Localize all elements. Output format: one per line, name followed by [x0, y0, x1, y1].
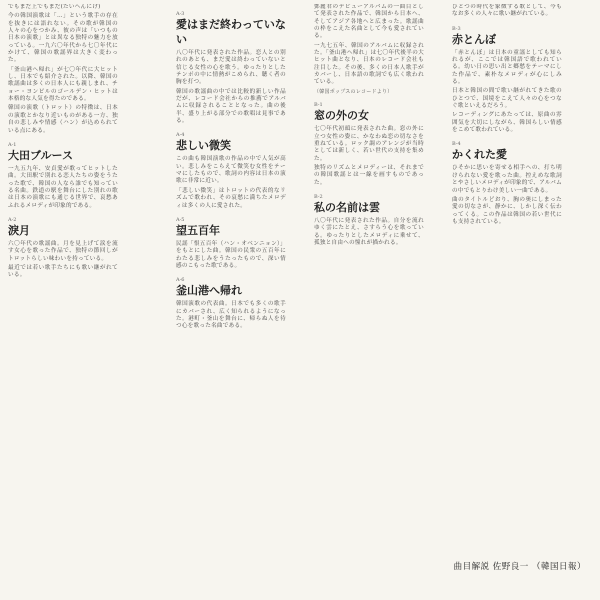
text-column-4 — [452, 4, 562, 566]
section-heading — [176, 217, 286, 238]
section-title: 悲しい微笑 — [176, 139, 231, 153]
body-paragraph: 「赤とんぼ」は日本の童謡としても知られるが、ここでは韓国語で歌われている。幼い日の思い出と郷愁をテーマにした作品で、素朴なメロディが心にしみる。 — [452, 49, 562, 86]
section-number: B-2 — [314, 194, 323, 201]
section-number: A-6 — [176, 277, 185, 284]
section-number: A-3 — [176, 11, 185, 17]
body-paragraph: 今の韓国演歌は「…」という歌手の存在を抜きには語れない。その歌が韓国の人々の心をつかみ、彼の声は「いつもの日本の演歌」とは異なる独特の魅力を放っている。一九六〇年代から七〇年代にかけて、韓国の歌謡界は大きく変わった。 — [8, 13, 118, 64]
body-paragraph: 独特のリズムとメロディーは、それまでの韓国歌謡とは一線を画すものであった。 — [314, 165, 424, 186]
body-paragraph: 一九七五年、韓国のアルバムに収録された。「釜山港へ帰れ」は七〇年代後半の大ヒット曲となり、日本のレコード会社も注目した。その後、多くの日本人歌手がカバーし、日本語の歌詞でも広く歌われている。 — [314, 42, 424, 86]
section-heading — [452, 141, 562, 162]
section-number: A-1 — [8, 141, 17, 148]
section-title: 愛はまだ終わっていない — [176, 18, 286, 46]
section-number: A-5 — [176, 216, 185, 223]
body-paragraph: 韓国の演歌（トロット）の特徴は、日本の演歌とかなり近いものがある一方、独自の悲しみや情感（ハン）が込められている点にある。 — [8, 105, 118, 134]
section-title: 望五百年 — [176, 223, 220, 237]
body-paragraph: 鄧麗君のデビューアルバムの一曲目として発表された作品で、韓国から日本へ、そしてアジア各地へと広まった。歌謡曲の枠をこえた名曲として今も愛されている。 — [314, 4, 424, 40]
body-paragraph: ひとつの時代を象徴する歌として、今もなお多くの人々に歌い継がれている。 — [452, 4, 562, 18]
section-title: 大田ブルース — [8, 148, 74, 162]
body-paragraph: この曲も韓国演歌の作品の中で人気が高い。悲しみをこらえて微笑む女性をテーマにしたもので、歌詞の内容は日本の演歌に非常に近い。 — [176, 156, 286, 185]
text-column-3 — [314, 4, 424, 566]
body-paragraph: 一九五九年、安貞愛が歌ってヒットした曲。大田駅で別れる恋人たちの姿をうたった歌で、韓国の人なら誰でも知っている名曲。鉄道の駅を舞台にした別れの歌は日本の演歌にも通じる世界で、哀愁あふれるメロディが印象的である。 — [8, 165, 118, 209]
section-heading — [176, 11, 286, 47]
body-paragraph: 「釜山港へ帰れ」が七〇年代に大ヒットし、日本でも紹介された。以降、韓国の歌謡曲は多くの日本人にも親しまれ、チョー・ヨンピルのゴールデン・ヒットは本格的な人気を得たのである。 — [8, 66, 118, 103]
body-paragraph: ひそかに思いを寄せる相手への、打ち明けられない愛を歌った曲。控えめな歌詞とやさしいメロディが印象的で、アルバムの中でもとりわけ美しい一曲である。 — [452, 165, 562, 194]
body-paragraph: 「悲しい微笑」はトロットの代表的なリズムで歌われ、その哀愁に満ちたメロディは多くの人に愛された。 — [176, 187, 286, 209]
section-number: A-4 — [176, 132, 185, 139]
body-paragraph: 韓国の歌謡曲の中では比較的新しい作品だが、レコード会社からの推薦でアルバムに収録されることとなった。曲の後半、盛り上がる部分での歌唱は見事である。 — [176, 88, 286, 125]
body-paragraph: レコーディングにあたっては、原曲の雰囲気を大切にしながら、韓国らしい情感をこめて歌われている。 — [452, 112, 562, 134]
body-paragraph: でもまだ上でもまだ(たいへんにげ) — [8, 4, 101, 10]
credit-line: 曲目解説 佐野良一 （韓国日報） — [453, 562, 586, 572]
footnote: （韓国ポップスのレコードより） — [314, 88, 393, 95]
body-paragraph: 日本と韓国の間で歌い継がれてきた歌のひとつで、国境をこえて人々の心をつなぐ歌といえるだろう。 — [452, 88, 562, 110]
section-heading — [8, 217, 118, 238]
section-heading — [8, 142, 118, 163]
section-title: 窓の外の女 — [314, 109, 369, 123]
section-heading — [176, 277, 286, 298]
section-number: B-1 — [314, 102, 323, 109]
body-paragraph: 最近では若い歌手たちにも歌い継がれている。 — [8, 264, 118, 279]
body-paragraph: 七〇年代初頭に発表された曲。窓の外に立つ女性の姿に、かなわぬ恋の切なさを重ねている。ロック調のアレンジが当時としては新しく、若い世代の支持を集めた。 — [314, 126, 424, 162]
section-heading — [176, 132, 286, 153]
section-number: A-2 — [8, 216, 17, 223]
body-paragraph: 民謡「恨五百年（ハン・オベンニョン）」をもとにした曲。韓国の民衆の五百年にわたる悲しみをうたったもので、深い情感のこもった歌である。 — [176, 240, 286, 269]
body-paragraph: 曲のタイトルどおり、胸の奥にしまった愛の切なさが、静かに、しかし深く伝わってくる。この作品は韓国の若い世代にも支持されている。 — [452, 196, 562, 225]
text-column-2 — [176, 4, 286, 566]
section-number: B-4 — [452, 141, 461, 148]
section-title: 赤とんぼ — [452, 32, 496, 46]
body-paragraph: 六〇年代の歌謡曲。月を見上げて涙を流す女心を歌った作品で、独特の節回しがトロットらしい味わいを持っている。 — [8, 240, 118, 262]
section-title: かくれた愛 — [452, 148, 507, 162]
body-paragraph: 韓国演歌の代表曲。日本でも多くの歌手にカバーされ、広く知られるようになった。港町・釜山を舞台に、帰らぬ人を待つ心を歌った名曲である。 — [176, 301, 286, 330]
section-title: 淚月 — [8, 223, 30, 237]
section-heading — [452, 26, 562, 47]
text-column-1 — [8, 4, 118, 566]
body-paragraph: 八〇年代に発表された作品。恋人との別れのあとも、まだ愛は終わっていないと信じる女性の心を歌う。ゆったりとしたテンポの中に情熱がこめられ、聴く者の胸を打つ。 — [176, 50, 286, 86]
section-title: 私の名前は雲 — [314, 201, 380, 215]
body-paragraph: 八〇年代に発表された作品。自分を流れゆく雲にたとえ、さすらう心を歌っている。ゆったりとしたメロディに乗せて、孤独と自由への憧れが描かれる。 — [314, 218, 424, 247]
section-heading — [314, 102, 424, 123]
section-number: B-3 — [452, 25, 461, 32]
section-title: 釜山港へ帰れ — [176, 284, 242, 298]
section-heading — [314, 194, 424, 215]
